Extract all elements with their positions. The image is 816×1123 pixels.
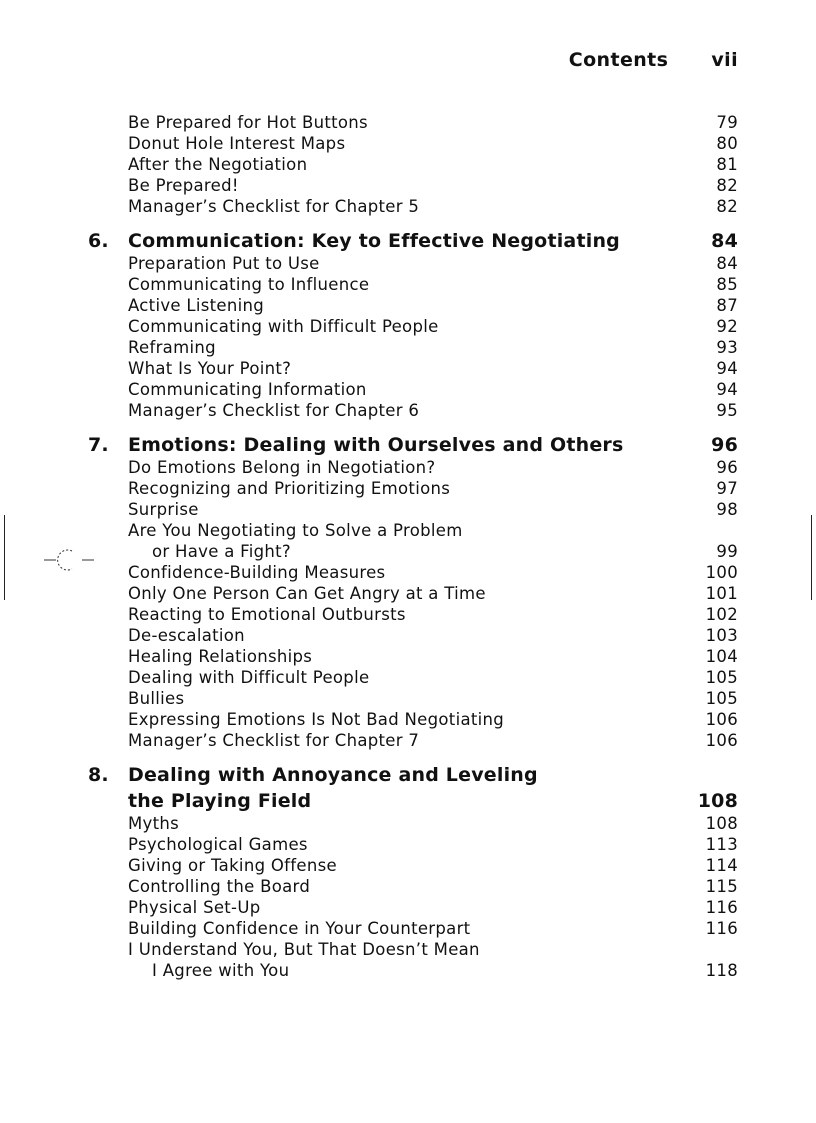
toc-entry xyxy=(88,647,738,668)
entry-title: Manager’s Checklist for Chapter 7 xyxy=(128,731,420,750)
chapter-title: Emotions: Dealing with Ourselves and Others xyxy=(128,434,624,456)
entry-title: Dealing with Difficult People xyxy=(128,668,370,687)
chapter-heading-continuation xyxy=(88,790,738,814)
toc-entry xyxy=(88,401,738,422)
chapter-page: 84 xyxy=(711,230,738,252)
entry-page: 97 xyxy=(716,479,738,498)
entry-page: 100 xyxy=(705,563,738,582)
entry-page: 82 xyxy=(716,176,738,195)
toc-entry xyxy=(88,605,738,626)
entry-title: Psychological Games xyxy=(128,835,308,854)
toc-entry xyxy=(88,275,738,296)
entry-title: Active Listening xyxy=(128,296,265,315)
chapter-6 xyxy=(88,230,738,422)
toc-entry xyxy=(88,176,738,197)
chapter-page: 96 xyxy=(711,434,738,456)
entry-title: What Is Your Point? xyxy=(128,359,292,378)
toc-entry xyxy=(88,359,738,380)
entry-page: 116 xyxy=(705,898,738,917)
toc-entry xyxy=(88,835,738,856)
table-of-contents xyxy=(88,113,738,982)
entry-title: De-escalation xyxy=(128,626,245,645)
toc-entry xyxy=(88,731,738,752)
entry-title: Communicating with Difficult People xyxy=(128,317,439,336)
entry-title: Healing Relationships xyxy=(128,647,313,666)
entry-page: 79 xyxy=(716,113,738,132)
chapter-8 xyxy=(88,764,738,982)
entry-title: Bullies xyxy=(128,689,185,708)
entry-page: 94 xyxy=(716,359,738,378)
entry-page: 113 xyxy=(705,835,738,854)
toc-entry xyxy=(88,940,738,961)
entry-title: Surprise xyxy=(128,500,199,519)
entry-page: 94 xyxy=(716,380,738,399)
entry-title: Confidence-Building Measures xyxy=(128,563,386,582)
chapter-number: 6. xyxy=(88,230,109,252)
toc-entry xyxy=(88,710,738,731)
entry-title: Controlling the Board xyxy=(128,877,311,896)
toc-entry xyxy=(88,254,738,275)
entry-page: 116 xyxy=(705,919,738,938)
entry-page: 85 xyxy=(716,275,738,294)
entry-title: Myths xyxy=(128,814,180,833)
entry-title: Are You Negotiating to Solve a Problem xyxy=(128,521,463,540)
entry-title: After the Negotiation xyxy=(128,155,308,174)
entry-page: 115 xyxy=(705,877,738,896)
toc-entry xyxy=(88,814,738,835)
entry-title: I Understand You, But That Doesn’t Mean xyxy=(128,940,480,959)
entry-page: 101 xyxy=(705,584,738,603)
entry-page: 99 xyxy=(716,542,738,561)
toc-entry xyxy=(88,479,738,500)
entry-title: Manager’s Checklist for Chapter 6 xyxy=(128,401,420,420)
entry-title: Physical Set-Up xyxy=(128,898,261,917)
entry-title: Manager’s Checklist for Chapter 5 xyxy=(128,197,420,216)
entry-page: 80 xyxy=(716,134,738,153)
entry-title: Reframing xyxy=(128,338,216,357)
entry-title: I Agree with You xyxy=(152,961,290,980)
page-number: vii xyxy=(711,49,738,71)
toc-entry xyxy=(88,919,738,940)
entry-page: 108 xyxy=(705,814,738,833)
entry-page: 84 xyxy=(716,254,738,273)
entry-page: 103 xyxy=(705,626,738,645)
toc-entry xyxy=(88,898,738,919)
entry-title: Donut Hole Interest Maps xyxy=(128,134,346,153)
entry-title: Be Prepared! xyxy=(128,176,239,195)
entry-title: Building Confidence in Your Counterpart xyxy=(128,919,471,938)
toc-entry xyxy=(88,134,738,155)
toc-entry xyxy=(88,521,738,542)
chapter-heading xyxy=(88,230,738,254)
toc-entry xyxy=(88,338,738,359)
entry-page: 106 xyxy=(705,710,738,729)
right-edge-line xyxy=(811,515,812,600)
toc-entry xyxy=(88,296,738,317)
toc-entry xyxy=(88,877,738,898)
entry-title: Recognizing and Prioritizing Emotions xyxy=(128,479,451,498)
entry-page: 105 xyxy=(705,689,738,708)
entry-title: or Have a Fight? xyxy=(152,542,291,561)
chapter-7 xyxy=(88,434,738,752)
chapter-page: 108 xyxy=(697,790,738,812)
chapter-heading xyxy=(88,434,738,458)
entry-title: Only One Person Can Get Angry at a Time xyxy=(128,584,486,603)
running-header xyxy=(569,49,738,71)
chapter-title: Communication: Key to Effective Negotiating xyxy=(128,230,620,252)
chapter-heading xyxy=(88,764,738,788)
entry-page: 82 xyxy=(716,197,738,216)
toc-entry xyxy=(88,380,738,401)
entry-title: Be Prepared for Hot Buttons xyxy=(128,113,368,132)
entry-page: 93 xyxy=(716,338,738,357)
entry-page: 102 xyxy=(705,605,738,624)
toc-entry xyxy=(88,563,738,584)
toc-entry xyxy=(88,856,738,877)
left-edge-line xyxy=(4,515,5,600)
toc-entry xyxy=(88,689,738,710)
toc-entry xyxy=(88,626,738,647)
chapter-title: Dealing with Annoyance and Leveling xyxy=(128,764,538,786)
toc-entry xyxy=(88,458,738,479)
toc-entry xyxy=(88,500,738,521)
toc-entry-continuation xyxy=(88,961,738,982)
entry-page: 81 xyxy=(716,155,738,174)
entry-page: 114 xyxy=(705,856,738,875)
entry-title: Communicating to Influence xyxy=(128,275,370,294)
entry-title: Expressing Emotions Is Not Bad Negotiating xyxy=(128,710,505,729)
entry-title: Do Emotions Belong in Negotiation? xyxy=(128,458,436,477)
entry-page: 92 xyxy=(716,317,738,336)
toc-entry xyxy=(88,317,738,338)
toc-entry xyxy=(88,197,738,218)
entry-page: 104 xyxy=(705,647,738,666)
chapter-number: 8. xyxy=(88,764,109,786)
entry-title: Preparation Put to Use xyxy=(128,254,320,273)
toc-entry xyxy=(88,584,738,605)
entry-title: Giving or Taking Offense xyxy=(128,856,337,875)
toc-entry xyxy=(88,155,738,176)
toc-entry xyxy=(88,113,738,134)
entry-page: 106 xyxy=(705,731,738,750)
entry-page: 95 xyxy=(716,401,738,420)
entry-title: Communicating Information xyxy=(128,380,367,399)
entry-page: 118 xyxy=(705,961,738,980)
entry-page: 96 xyxy=(716,458,738,477)
entry-page: 87 xyxy=(716,296,738,315)
chapter-number: 7. xyxy=(88,434,109,456)
pre-entries xyxy=(88,113,738,218)
toc-entry xyxy=(88,668,738,689)
entry-page: 105 xyxy=(705,668,738,687)
running-header-title: Contents xyxy=(568,49,669,71)
toc-entry-continuation xyxy=(88,542,738,563)
entry-title: Reacting to Emotional Outbursts xyxy=(128,605,406,624)
entry-page: 98 xyxy=(716,500,738,519)
chapter-title: the Playing Field xyxy=(128,790,312,812)
